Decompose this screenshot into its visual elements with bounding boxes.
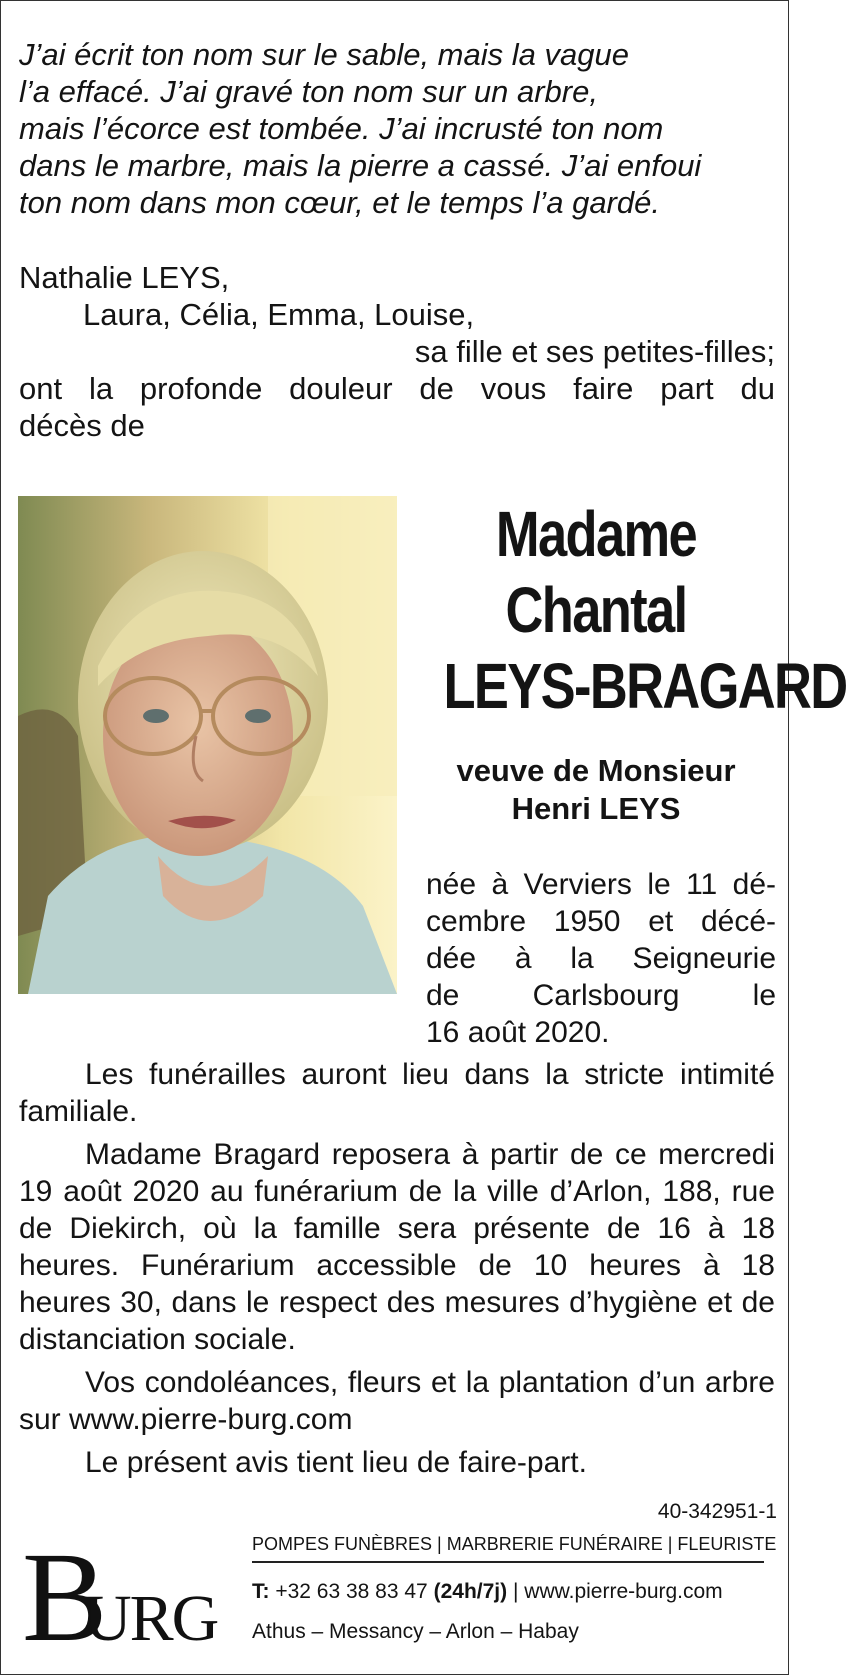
burg-logo — [22, 1526, 222, 1668]
poem-line: mais l’écorce est tombée. J’ai incrusté ton nom — [19, 111, 664, 146]
widow-line: veuve de Monsieur — [456, 753, 736, 788]
deceased-first-name: Chantal — [505, 574, 687, 646]
separator: | — [512, 1580, 519, 1603]
family-relation: sa fille et ses petites-filles; — [414, 334, 775, 369]
towns-line: Athus – Messancy – Arlon – Habay — [252, 1620, 579, 1643]
portrait-photo — [18, 496, 397, 994]
poem-line: J’ai écrit ton nom sur le sable, mais la vague — [19, 37, 629, 72]
birth-line: cembre 1950 et décé- — [426, 905, 776, 938]
condolences-paragraph: Vos condoléances, fleurs et la plantation d’un arbre sur www.pierre-burg.com — [19, 1366, 775, 1436]
birth-line: 16 août 2020. — [426, 1016, 610, 1049]
poem-line: l’a effacé. J’ai gravé ton nom sur un arbre, — [19, 74, 598, 109]
birth-line: née à Verviers le 11 dé- — [426, 868, 776, 901]
announce-line: ont la profonde douleur de vous faire part du — [19, 371, 775, 406]
announce-line: décès de — [19, 408, 145, 443]
daughter-name: Nathalie LEYS, — [19, 260, 230, 295]
birth-line: de Carlsbourg le — [426, 979, 776, 1012]
svg-text:URG: URG — [84, 1582, 218, 1655]
phone-label: T: — [252, 1580, 270, 1603]
visitation-paragraph: Madame Bragard reposera à partir de ce mercredi 19 août 2020 au funérarium de la ville d’Arlon, 188, rue de Diekirch, où la famille sera présente de 16 à 18 heures. Funérarium accessible de 10 heures à 18 heures 30, dans le respect des mesures d’hygiène et de distanciation sociale. — [19, 1138, 775, 1356]
svg-text:B: B — [22, 1526, 108, 1668]
funeral-paragraph: Les funérailles auront lieu dans la stricte intimité familiale. — [19, 1058, 775, 1128]
granddaughters-names: Laura, Célia, Emma, Louise, — [83, 297, 475, 332]
widow-line: Henri LEYS — [511, 791, 681, 826]
widow-of — [410, 752, 782, 828]
deceased-title: Madame — [495, 498, 697, 570]
phone-number: +32 63 38 83 47 — [275, 1580, 428, 1603]
reference-number: 40-342951-1 — [657, 1500, 777, 1523]
closing-paragraph: Le présent avis tient lieu de faire-part. — [85, 1446, 587, 1479]
deceased-last-name: LEYS-BRAGARD — [443, 650, 847, 722]
poem — [19, 36, 779, 221]
birth-line: dée à la Seigneurie — [426, 942, 776, 975]
poem-line: dans le marbre, mais la pierre a cassé. J’ai enfoui — [19, 148, 702, 183]
services-line: POMPES FUNÈBRES | MARBRERIE FUNÉRAIRE | FLEURISTE — [252, 1534, 764, 1563]
notice-body — [19, 1056, 775, 1487]
contact-line — [252, 1580, 723, 1604]
deceased-name — [443, 496, 847, 724]
website-link[interactable]: www.pierre-burg.com — [524, 1580, 723, 1603]
phone-hours: (24h/7j) — [433, 1580, 508, 1603]
family-announcement — [19, 259, 775, 444]
poem-line: ton nom dans mon cœur, et le temps l’a gardé. — [19, 185, 660, 220]
birth-death-details — [426, 866, 776, 1051]
